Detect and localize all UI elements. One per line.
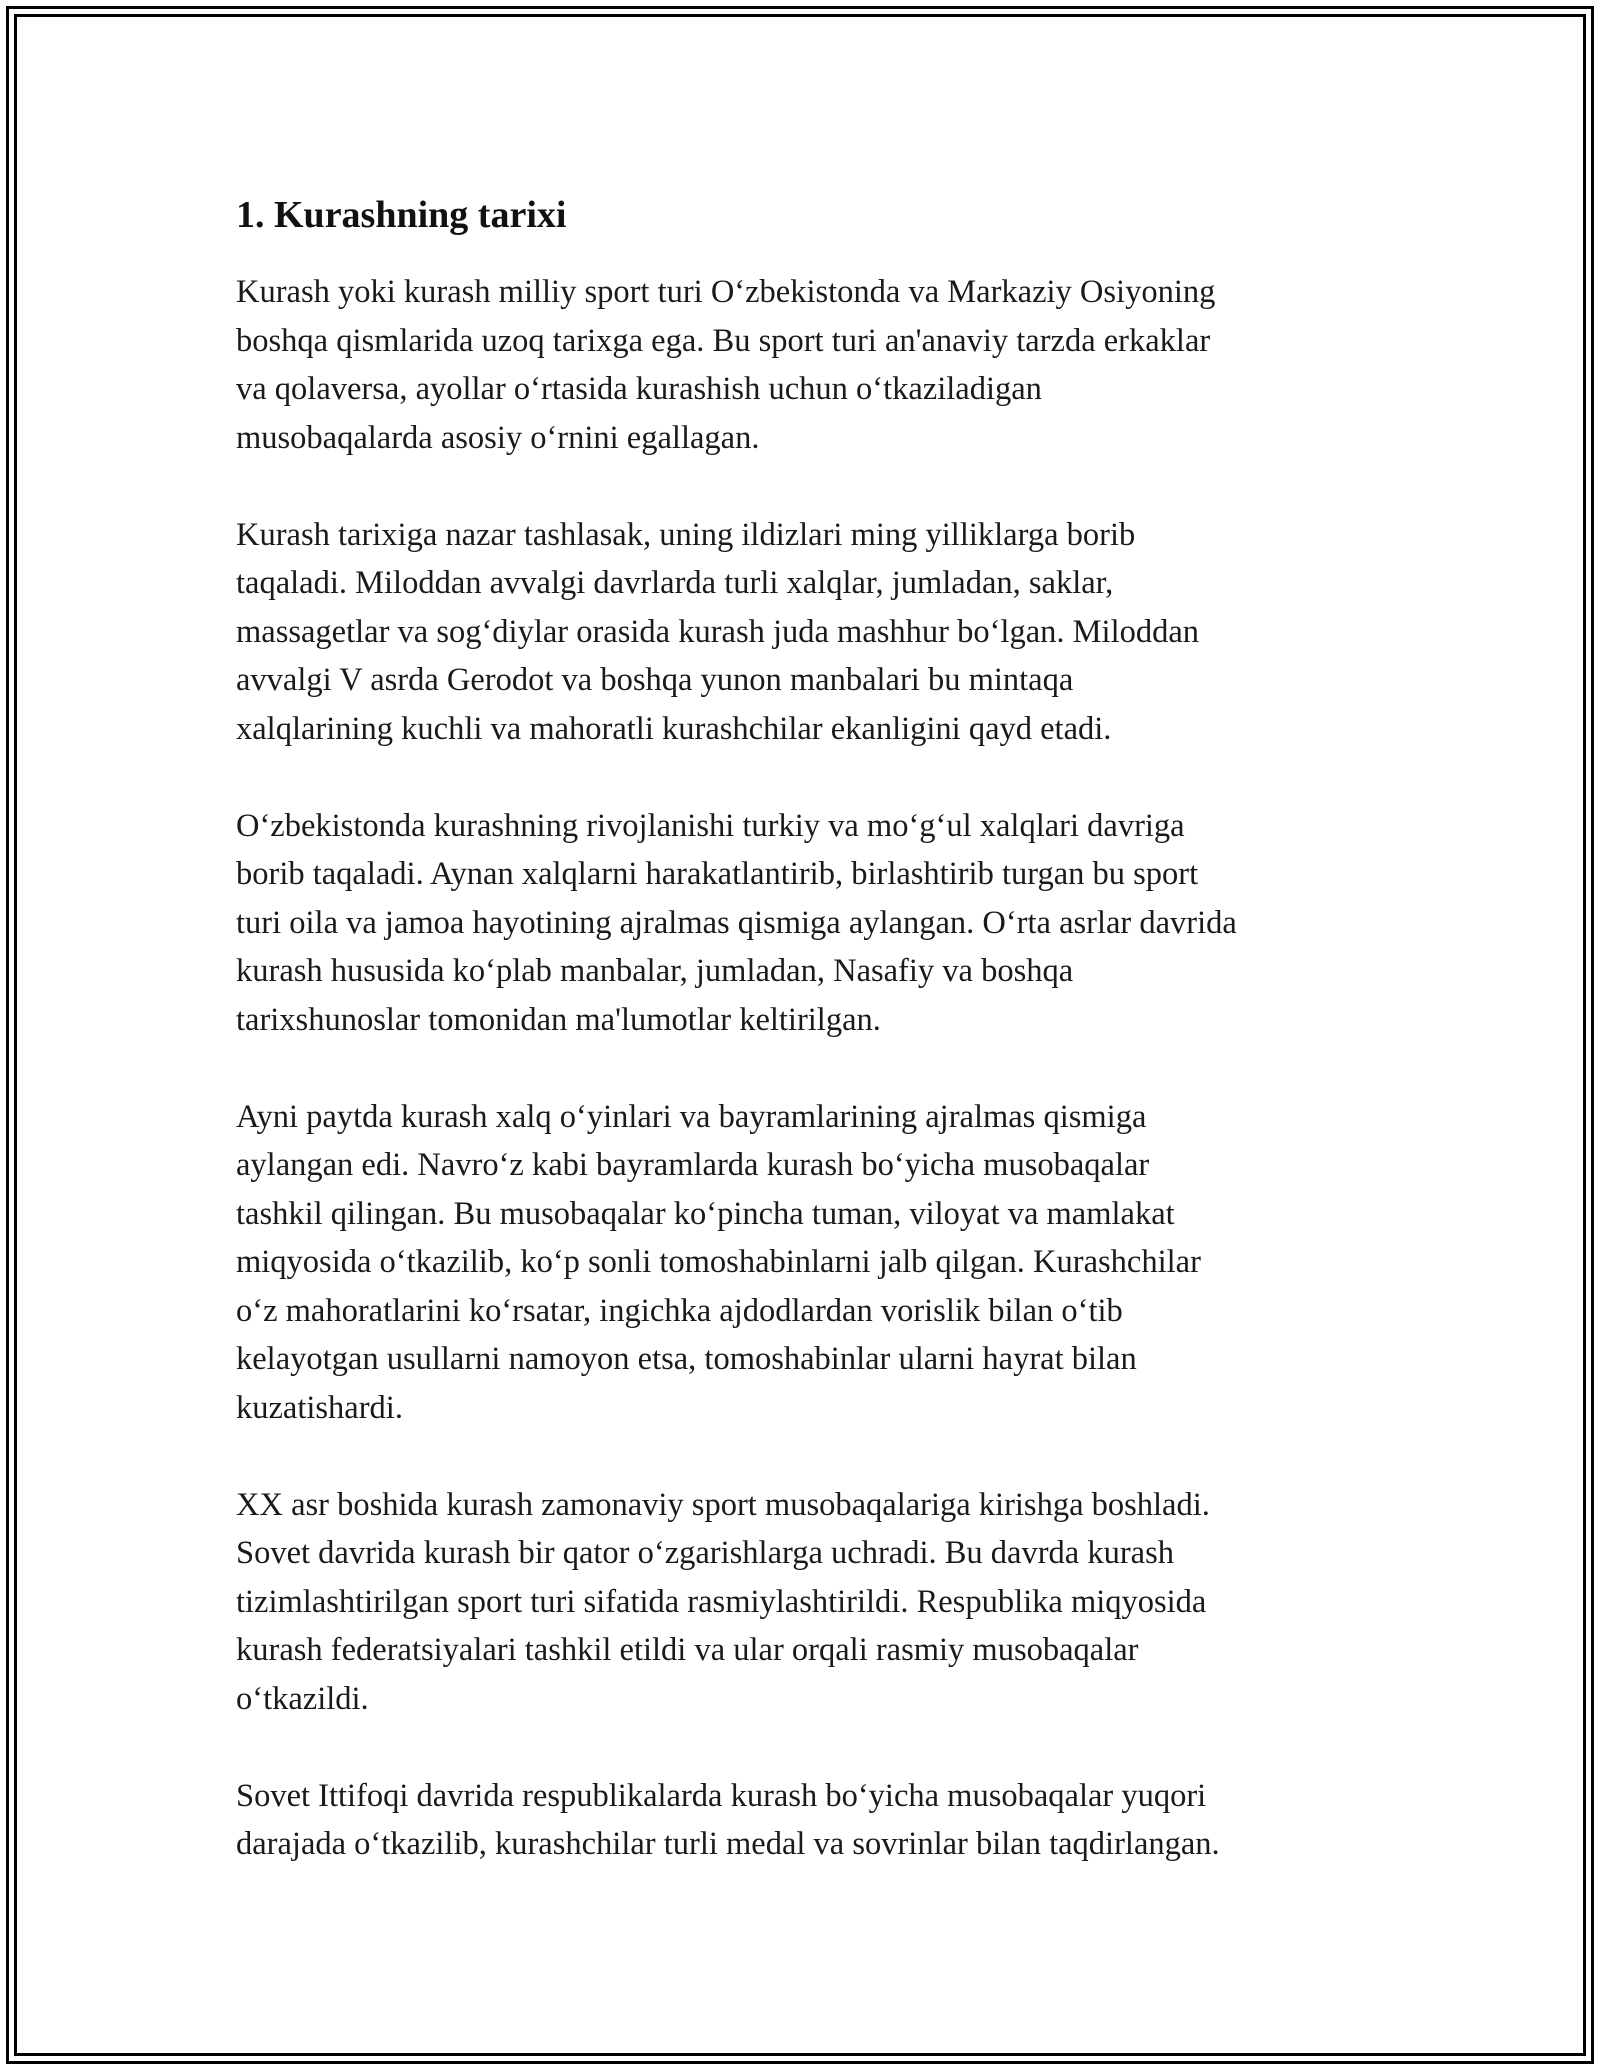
paragraph-2: Kurash tarixiga nazar tashlasak, uning ildizlari ming yilliklarga borib taqaladi. Miloddan avvalgi davrlarda turli xalqlar, jumladan, saklar, massagetlar va sog‘diylar orasida kurash juda mashhur bo‘lgan. Miloddan avvalgi V asrda Gerodot va boshqa yunon manbalari bu mintaqa xalqlarining kuchli va mahoratli kurashchilar ekanligini qayd etadi. — [236, 516, 1200, 747]
paragraph-1: Kurash yoki kurash milliy sport turi O‘zbekistonda va Markaziy Osiyoning boshqa qismlarida uzoq tarixga ega. Bu sport turi an'anaviy tarzda erkaklar va qolaversa, ayollar o‘rtasida kurashish uchun o‘tkaziladigan musobaqalarda asosiy o‘rnini egallagan. — [236, 274, 1216, 456]
document-body — [236, 186, 1376, 1869]
paragraph-4: Ayni paytda kurash xalq o‘yinlari va bayramlarining ajralmas qismiga aylangan edi. Navro‘z kabi bayramlarda kurash bo‘yicha musobaqalar tashkil qilingan. Bu musobaqalar ko‘pincha tuman, viloyat va mamlakat miqyosida o‘tkazilib, ko‘p sonli tomoshabinlarni jalb qilgan. Kurashchilar o‘z mahoratlarini ko‘rsatar, ingichka ajdodlardan vorislik bilan o‘tib kelayotgan usullarni namoyon etsa, tomoshabinlar ularni hayrat bilan kuzatishardi. — [236, 1098, 1201, 1426]
paragraph-6: Sovet Ittifoqi davrida respublikalarda kurash bo‘yicha musobaqalar yuqori darajada o‘tkazilib, kurashchilar turli medal va sovrinlar bilan taqdirlangan. — [236, 1777, 1220, 1862]
section-title: 1. Kurashning tarixi — [236, 194, 567, 236]
paragraph-5: XX asr boshida kurash zamonaviy sport musobaqalariga kirishga boshladi. Sovet davrida kurash bir qator o‘zgarishlarga uchradi. Bu davrda kurash tizimlashtirilgan sport turi sifatida rasmiylashtirildi. Respublika miqyosida kurash federatsiyalari tashkil etildi va ular orqali rasmiy musobaqalar o‘tkazildi. — [236, 1486, 1210, 1717]
paragraph-3: O‘zbekistonda kurashning rivojlanishi turkiy va mo‘g‘ul xalqlari davriga borib taqaladi. Aynan xalqlarni harakatlantirib, birlashtirib turgan bu sport turi oila va jamoa hayotining ajralmas qismiga aylangan. O‘rta asrlar davrida kurash hususida ko‘plab manbalar, jumladan, Nasafiy va boshqa tarixshunoslar tomonidan ma'lumotlar keltirilgan. — [236, 807, 1237, 1038]
